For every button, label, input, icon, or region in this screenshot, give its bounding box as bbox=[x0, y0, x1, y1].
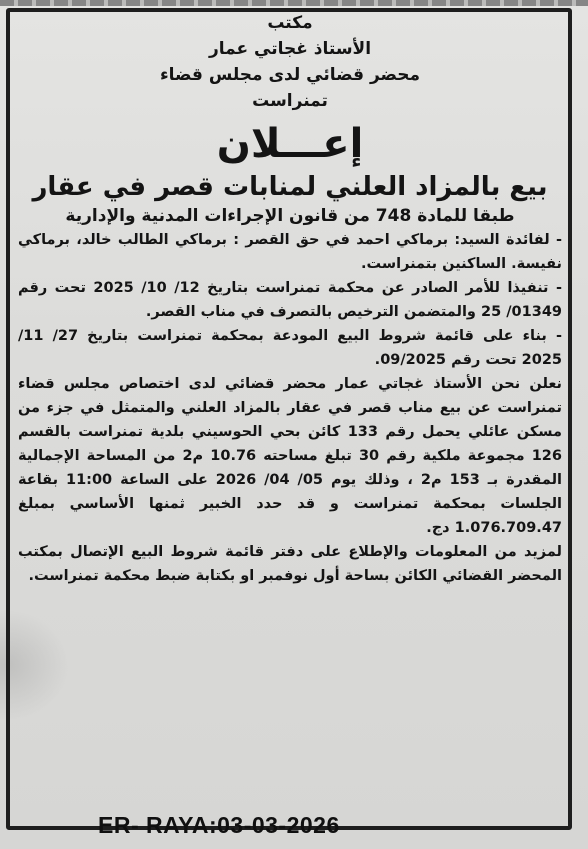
sale-subject: بيع بالمزاد العلني لمنابات قصر في عقار bbox=[32, 172, 548, 202]
sale-conditions-paragraph: - بناء على قائمة شروط البيع المودعة بمحكمة تمنراست بتاريخ 27/ 11/ 2025 تحت رقم 09/2025. bbox=[18, 328, 562, 368]
bailiff-name: الأستاذ غجاتي عمار bbox=[208, 39, 372, 59]
contact-paragraph: لمزيد من المعلومات والإطلاع على دفتر قائمة شروط البيع الإتصال بمكتب المحضر القضائي الكائن بساحة أول نوفمبر او بكتابة ضبط محكمة تمنراست. bbox=[18, 544, 562, 584]
top-print-strip bbox=[0, 0, 588, 6]
announcement-title: إعـــلان bbox=[216, 121, 364, 167]
office-label: مكتب bbox=[267, 13, 313, 33]
law-reference: طبقا للمادة 748 من قانون الإجراءات المدنية والإدارية bbox=[65, 206, 515, 226]
notice-content bbox=[18, 10, 562, 588]
beneficiary-paragraph: - لفائدة السيد: برماكي احمد في حق القصر : برماكي الطالب خالد، برماكي نفيسة. الساكنين بتمنراست. bbox=[18, 232, 562, 272]
court-order-paragraph: - تنفيذا للأمر الصادر عن محكمة تمنراست بتاريخ 12/ 10/ 2025 تحت رقم 01349/ 25 والمتضمن الترخيص بالتصرف في مناب القصر. bbox=[18, 280, 562, 320]
publication-reference: ER- RAYA:03-03-2026 bbox=[98, 812, 340, 838]
court-city: تمنراست bbox=[252, 91, 328, 111]
announcement-body-paragraph: نعلن نحن الأستاذ غجاتي عمار محضر قضائي لدى اختصاص مجلس قضاء تمنراست عن بيع مناب قصر في عقار بالمزاد العلني والمتمثل في جزء من مسكن عائلي يحمل رقم 133 كائن بحي الحوسيني بلدية تمنراست بالقسم 126 مجموعة ملكية رقم 30 تبلغ مساحته 10.76 م2 من المساحة الإجمالية المقدرة بـ 153 م2 ، وذلك يوم 05/ 04/ 2026 على الساعة 11:00 بقاعة الجلسات بمحكمة تمنراست و قد حدد الخبير ثمنها الأساسي بمبلغ 1.076.709.47 دج. bbox=[18, 376, 562, 536]
bailiff-title: محضر قضائي لدى مجلس قضاء bbox=[159, 65, 421, 85]
